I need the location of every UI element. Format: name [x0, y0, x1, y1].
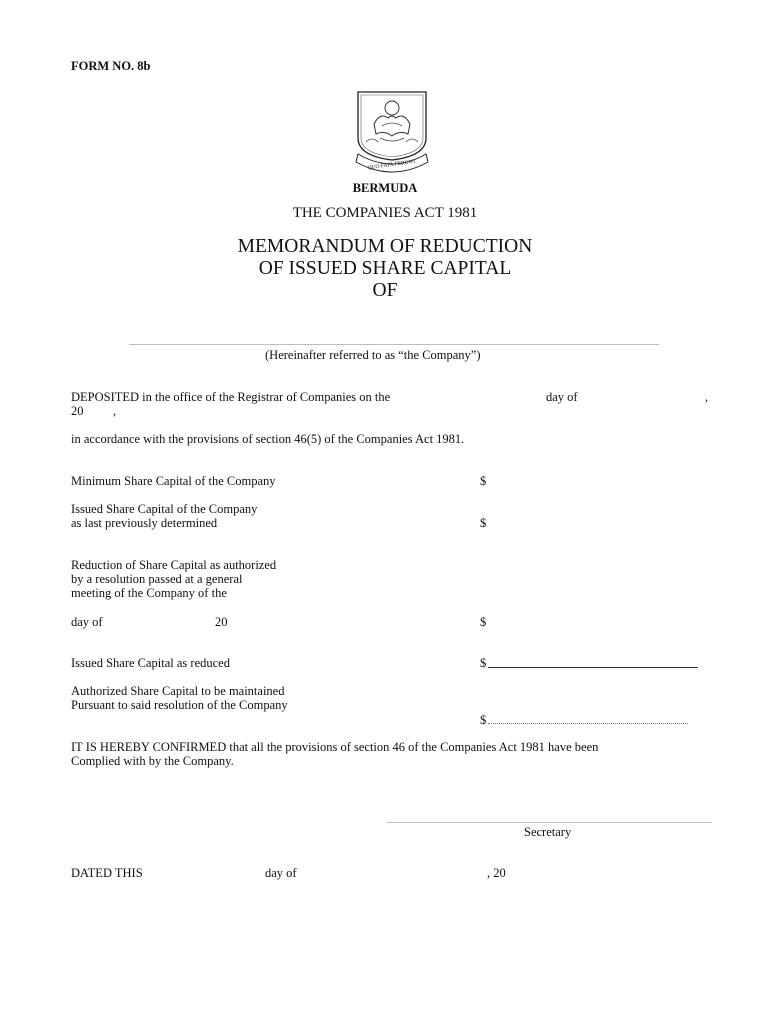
confirmation-line: Complied with by the Company.: [71, 754, 234, 768]
reduction-label: [71, 558, 276, 600]
reduction-currency: $: [480, 615, 487, 629]
minimum-capital-label: Minimum Share Capital of the Company: [71, 474, 276, 488]
deposited-comma: ,: [705, 390, 709, 404]
label-line: Issued Share Capital of the Company: [71, 502, 258, 516]
dated-label: DATED THIS: [71, 866, 143, 880]
issued-capital-label: [71, 502, 257, 530]
reduced-capital-currency: $: [480, 656, 487, 670]
authorized-capital-currency: $: [480, 713, 487, 727]
issued-capital-currency: $: [480, 516, 487, 530]
reduction-year: 20: [215, 615, 228, 629]
act-heading: THE COMPANIES ACT 1981: [292, 205, 478, 221]
label-line: as last previously determined: [71, 516, 218, 530]
reduced-capital-label: Issued Share Capital as reduced: [71, 656, 230, 670]
secretary-signature-line[interactable]: [387, 822, 712, 823]
title-line: MEMORANDUM OF REDUCTION: [237, 236, 533, 257]
accordance-text: in accordance with the provisions of section 46(5) of the Companies Act 1981.: [71, 432, 465, 446]
dated-year: , 20: [487, 866, 506, 880]
company-name-line[interactable]: [129, 344, 659, 345]
label-line: Reduction of Share Capital as authorized: [71, 558, 277, 572]
form-number: FORM NO. 8b: [71, 59, 151, 73]
reduction-day-of: day of: [71, 615, 103, 629]
authorized-capital-field[interactable]: [488, 723, 688, 724]
crest-motto: QUO FATA FERUNT: [367, 158, 417, 172]
secretary-label: Secretary: [524, 825, 572, 839]
deposited-year-prefix: 20: [71, 404, 84, 418]
deposited-day-of: day of: [546, 390, 578, 404]
label-line: Pursuant to said resolution of the Company: [71, 698, 288, 712]
bermuda-coat-of-arms-icon: [352, 90, 432, 174]
label-line: meeting of the Company of the: [71, 586, 227, 600]
confirmation-text: [71, 740, 598, 768]
deposited-text: DEPOSITED in the office of the Registrar of Companies on the: [71, 390, 391, 404]
title-line: OF: [372, 280, 398, 301]
label-line: by a resolution passed at a general: [71, 572, 243, 586]
authorized-capital-label: [71, 684, 288, 712]
deposited-year-comma: ,: [113, 404, 117, 418]
title-line: OF ISSUED SHARE CAPITAL: [258, 258, 512, 279]
dated-day-of: day of: [265, 866, 297, 880]
jurisdiction-heading: BERMUDA: [352, 181, 418, 195]
document-title: [0, 236, 770, 302]
confirmation-line: IT IS HEREBY CONFIRMED that all the provisions of section 46 of the Companies Act 1981 have been: [71, 740, 599, 754]
company-caption: (Hereinafter referred to as “the Company”): [265, 348, 481, 362]
reduced-capital-field[interactable]: [488, 667, 698, 668]
minimum-capital-currency: $: [480, 474, 487, 488]
label-line: Authorized Share Capital to be maintained: [71, 684, 285, 698]
